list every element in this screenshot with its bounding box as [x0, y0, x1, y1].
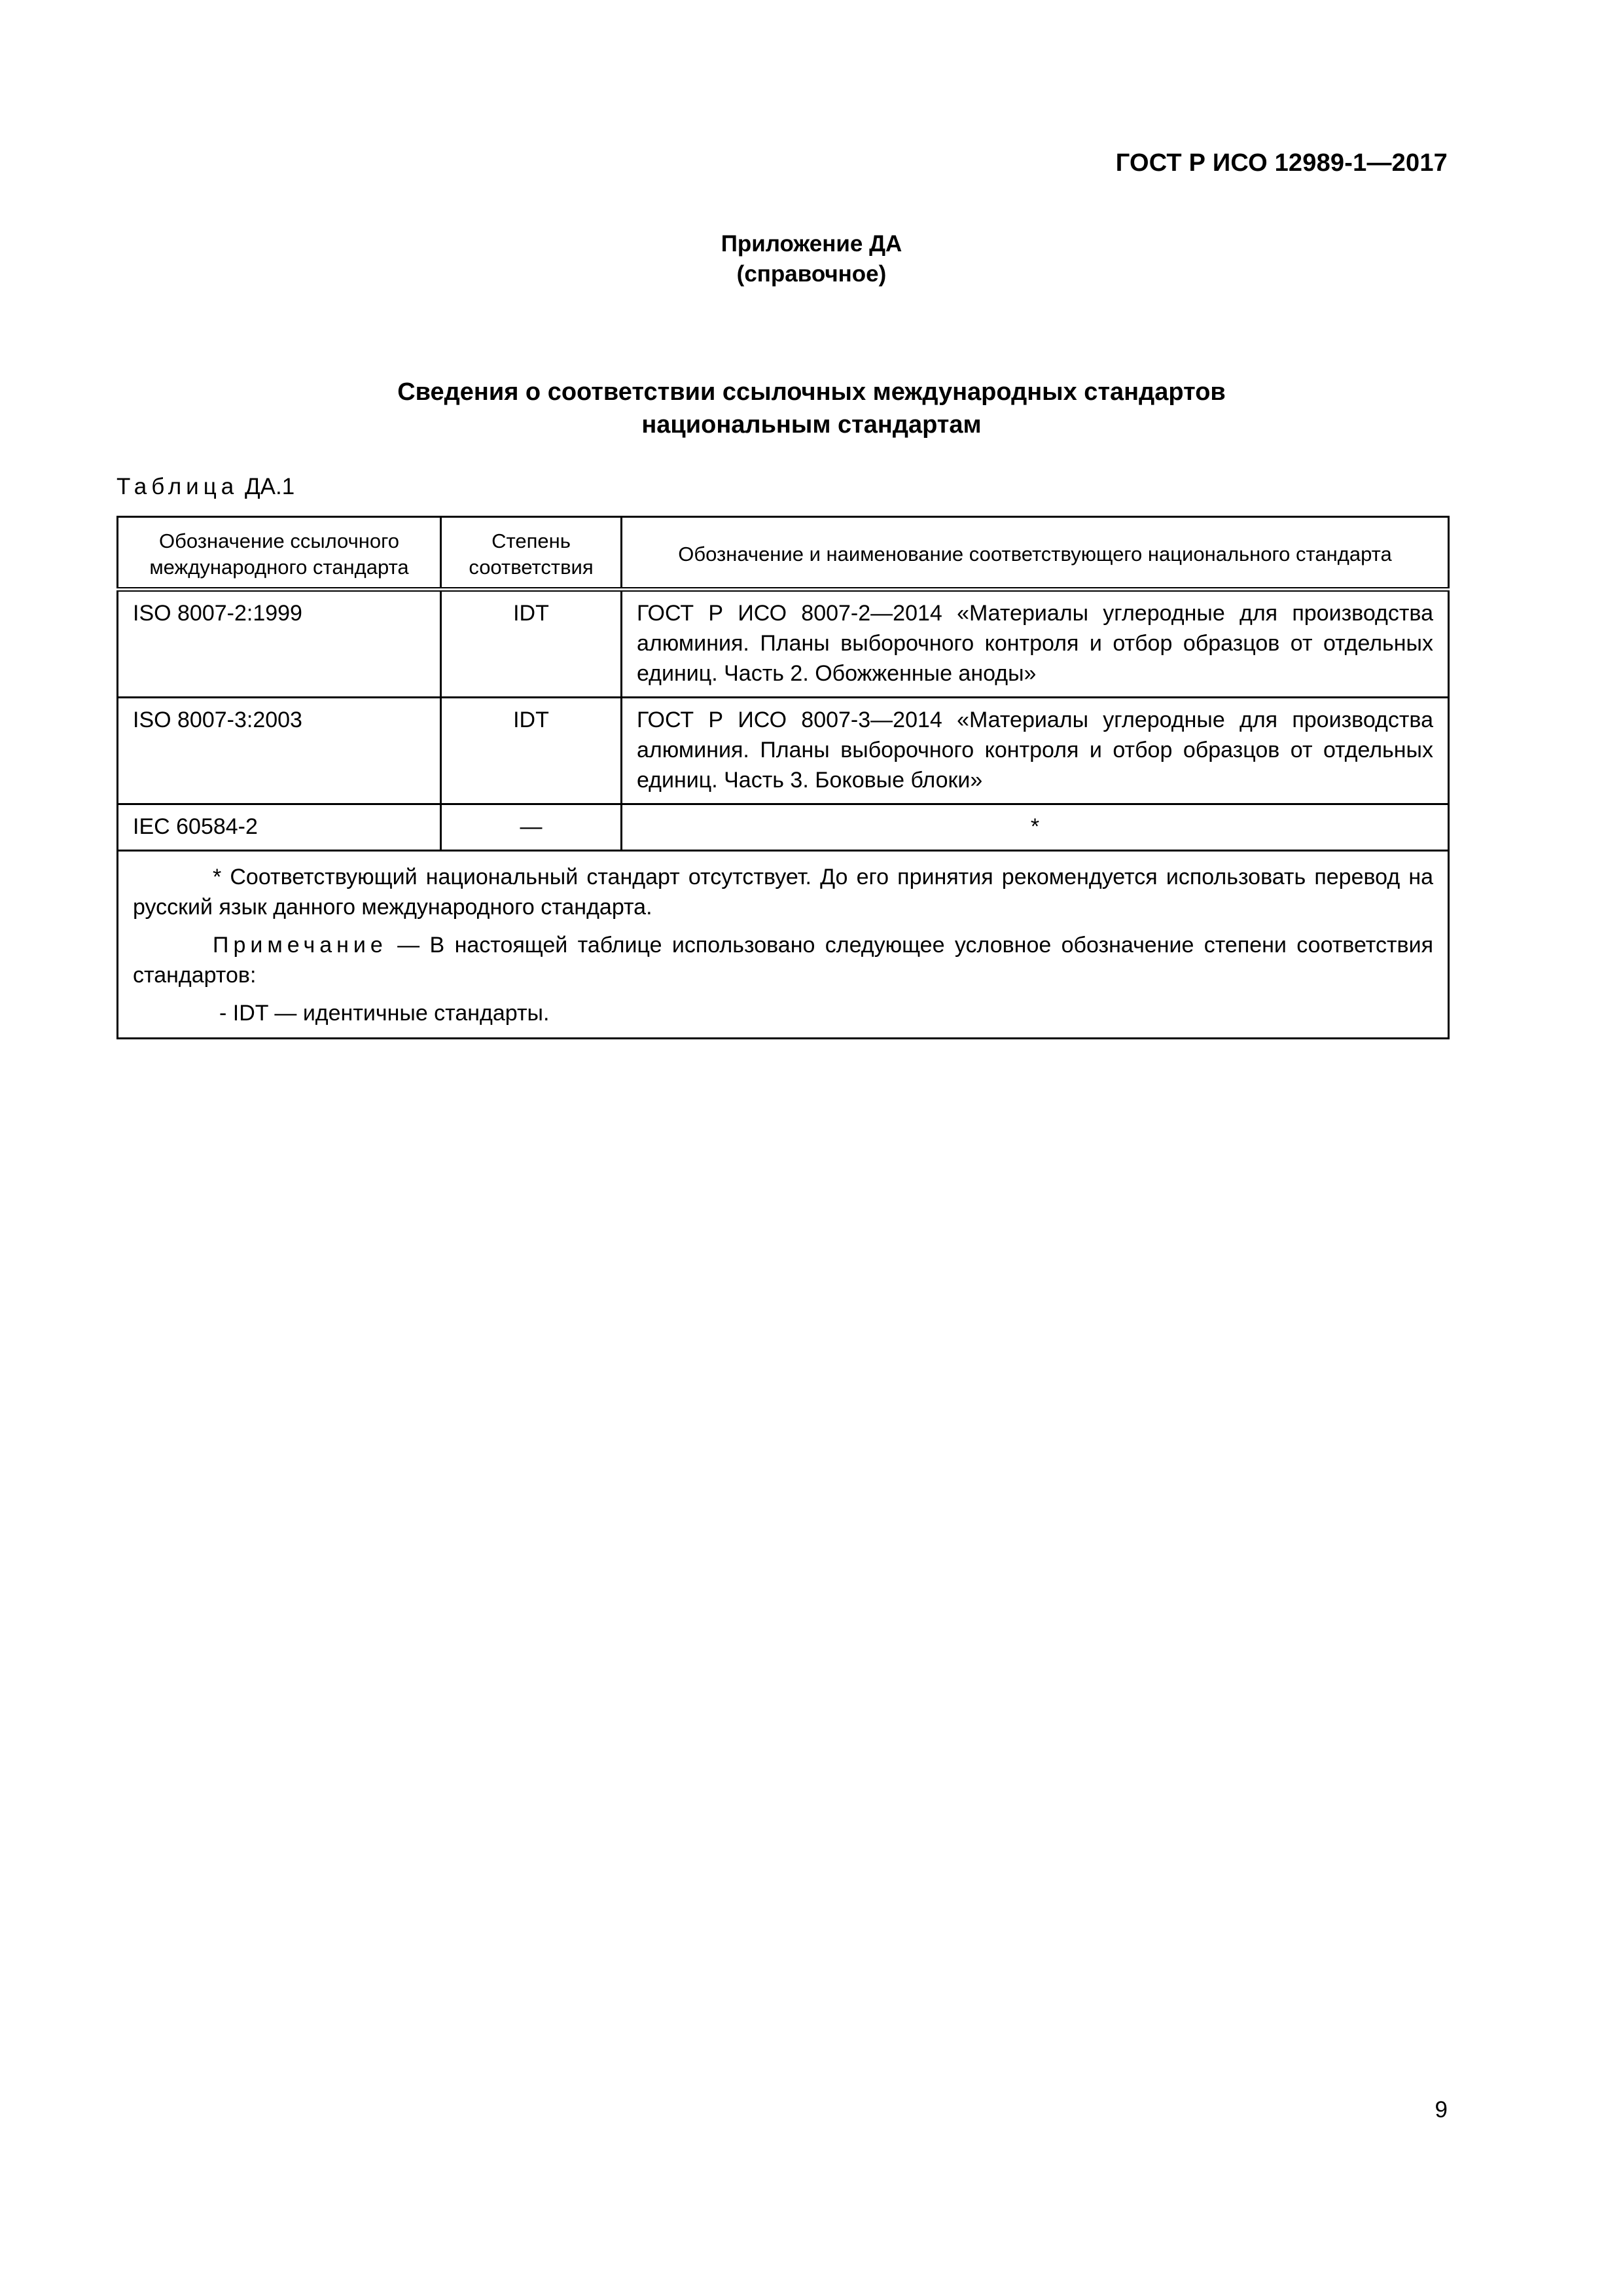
table-notes	[118, 851, 1449, 1039]
standards-correspondence-table	[116, 516, 1450, 1039]
annex-heading	[0, 229, 1623, 289]
cell-national-standard: ГОСТ Р ИСО 8007-3—2014 «Материалы углеродные для производства алюминия. Планы выборочного контроля и отбор образцов от отдельных единиц. Часть 3. Боковые блоки»	[622, 698, 1449, 804]
annex-subtitle: (справочное)	[736, 261, 887, 287]
header-degree-of-correspondence: Степень соответствия	[441, 517, 622, 590]
cell-degree: IDT	[441, 698, 622, 804]
cell-degree: IDT	[441, 590, 622, 698]
table-caption-word: Таблица	[116, 474, 239, 499]
cell-degree: —	[441, 804, 622, 851]
table-row	[118, 590, 1449, 698]
section-title	[0, 376, 1623, 441]
table-row	[118, 698, 1449, 804]
table-footnote: * Соответствующий национальный стандарт отсутствует. До его принятия рекомендуется использовать перевод на русский язык данного международного стандарта.	[133, 865, 1433, 920]
cell-national-standard: *	[622, 804, 1449, 851]
table-row	[118, 804, 1449, 851]
header-international-standard: Обозначение ссылочного международного стандарта	[118, 517, 441, 590]
cell-international-standard: ISO 8007-2:1999	[118, 590, 441, 698]
note-label: Примечание	[213, 933, 387, 958]
cell-national-standard: ГОСТ Р ИСО 8007-2—2014 «Материалы углеродные для производства алюминия. Планы выборочного контроля и отбор образцов от отдельных единиц. Часть 2. Обожженные аноды»	[622, 590, 1449, 698]
cell-international-standard: ISO 8007-3:2003	[118, 698, 441, 804]
document-code: ГОСТ Р ИСО 12989-1—2017	[1115, 149, 1448, 177]
table-caption	[116, 474, 294, 500]
header-national-standard: Обозначение и наименование соответствующего национального стандарта	[622, 517, 1449, 590]
note-text: — В настоящей таблице использовано следующее условное обозначение степени соответствия стандартов:	[133, 933, 1433, 988]
note-list-item: - IDT — идентичные стандарты.	[219, 1001, 550, 1026]
table-note	[133, 930, 1433, 990]
table-caption-number: ДА.1	[244, 474, 295, 499]
table-header-row	[118, 517, 1449, 590]
table-notes-row	[118, 851, 1449, 1039]
section-title-line-1: Сведения о соответствии ссылочных международных стандартов	[397, 378, 1226, 406]
page-number: 9	[1435, 2097, 1448, 2123]
section-title-line-2: национальным стандартам	[641, 411, 982, 439]
annex-title: Приложение ДА	[721, 231, 902, 257]
cell-international-standard: IEC 60584-2	[118, 804, 441, 851]
